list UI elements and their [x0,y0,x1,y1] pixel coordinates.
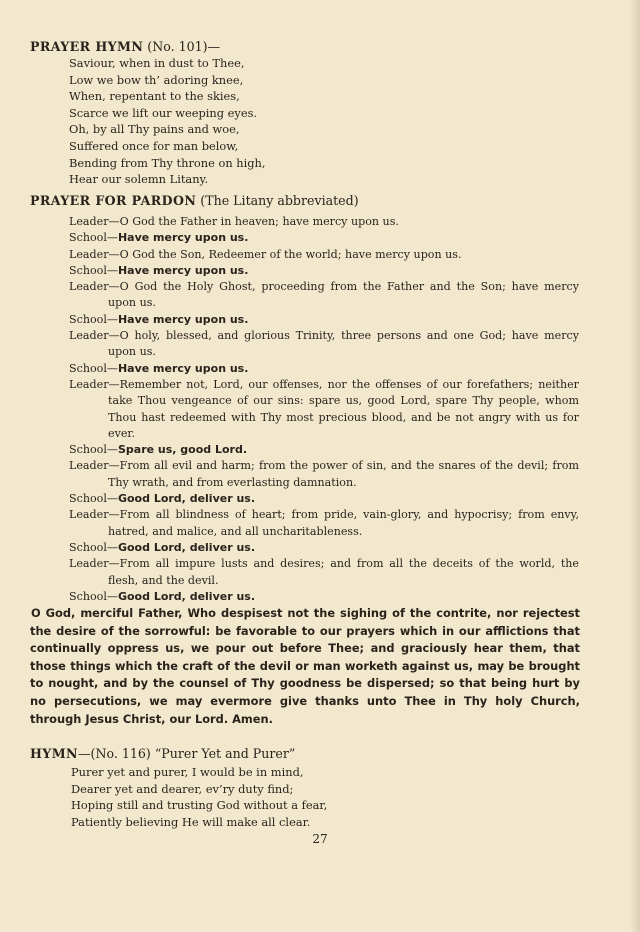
speaker-label: School— [69,312,118,326]
speaker-label: Leader— [69,377,120,391]
litany-text: From all evil and harm; from the power of sin, and the snares of the devil; from Thy wrath, and from everlasting damnation. [108,459,579,489]
speaker-label: Leader— [69,215,120,228]
litany-leader-line [69,458,579,491]
speaker-label: School— [69,540,118,554]
litany-school-response [69,589,579,605]
litany-school-response [69,230,579,246]
hymn-name: “Purer Yet and Purer” [154,746,296,761]
speaker-label: School— [69,231,118,245]
litany-text: O God the Father in heaven; have mercy upon us. [119,215,399,228]
litany-leader-line [69,507,579,540]
collect-prayer [30,605,580,728]
prayer-hymn-title: PRAYER HYMN [30,39,144,54]
verse-line: Scarce we lift our weeping eyes. [69,105,258,120]
verse-line: Hear our solemn Litany. [69,172,209,187]
response-text: Have mercy upon us. [117,231,249,245]
speaker-label: School— [69,263,118,277]
prayer-hymn-ref: (No. 101)— [147,39,221,54]
speaker-label: Leader— [69,459,120,473]
litany-school-response [69,361,579,377]
verse-line: Saviour, when in dust to Thee, [69,56,245,70]
page-number: 27 [312,832,328,846]
prayer-hymn-verse [69,55,266,188]
speaker-label: Leader— [69,329,120,343]
hymn-title: HYMN [30,746,78,761]
litany-school-response [69,540,579,556]
hymn-ref: —(No. 116) [77,746,151,761]
speaker-label: Leader— [69,508,120,522]
hymn-verse [71,764,327,830]
response-text: Have mercy upon us. [117,312,249,326]
litany-leader-line [69,214,579,230]
speaker-label: Leader— [69,247,120,261]
verse-line: Dearer yet and dearer, ev’ry duty find; [71,781,294,796]
prayer-for-pardon-subtitle: (The Litany abbreviated) [200,193,359,208]
litany-text: O holy, blessed, and glorious Trinity, three persons and one God; have mercy upon us. [108,329,579,359]
speaker-label: School— [69,492,118,506]
prayer-for-pardon-title: PRAYER FOR PARDON [30,193,197,208]
speaker-label: School— [69,361,118,375]
hymn-heading [30,746,295,761]
verse-line: Oh, by all Thy pains and woe, [69,122,240,137]
prayer-hymn-heading [30,39,220,54]
speaker-label: Leader— [69,280,120,294]
speaker-label: School— [69,589,118,603]
verse-line: Patiently believing He will make all clear. [71,814,311,829]
litany-school-response [69,263,579,279]
litany-leader-line [69,328,579,361]
litany-leader-line [69,279,579,312]
litany-text: From all impure lusts and desires; and from all the deceits of the world, the flesh, and the devil. [108,557,579,587]
response-text: Good Lord, deliver us. [117,589,256,603]
litany-school-response [69,442,579,458]
verse-line: When, repentant to the skies, [69,89,240,104]
response-text: Good Lord, deliver us. [117,540,256,554]
litany-leader-line [69,556,579,589]
litany-leader-line [69,247,579,263]
litany-text: Remember not, Lord, our offenses, nor the offenses of our forefathers; neither take Thou vengeance of our sins: spare us, good Lord, spare Thy people, whom Thou hast redeemed with Thy most precious blood, and be not angry with us for ever. [108,377,579,440]
collect-amen: Amen. [232,711,273,726]
litany-school-response [69,312,579,328]
verse-line: Suffered once for man below, [69,138,239,153]
litany-leader-line [69,377,579,442]
verse-line: Purer yet and purer, I would be in mind, [71,765,304,779]
litany-text: O God the Son, Redeemer of the world; have mercy upon us. [119,247,462,261]
verse-line: Bending from Thy throne on high, [69,155,266,170]
speaker-label: School— [69,443,118,457]
litany [69,214,579,605]
litany-text: O God the Holy Ghost, proceeding from the Father and the Son; have mercy upon us. [108,280,579,310]
response-text: Have mercy upon us. [117,361,249,375]
response-text: Have mercy upon us. [117,263,249,277]
litany-text: From all blindness of heart; from pride, vain-glory, and hypocrisy; from envy, hatred, and malice, and all uncharitableness. [108,508,579,538]
verse-line: Hoping still and trusting God without a fear, [71,798,328,813]
verse-line: Low we bow th’ adoring knee, [69,72,244,87]
response-text: Good Lord, deliver us. [117,492,256,506]
litany-school-response [69,491,579,507]
speaker-label: Leader— [69,557,120,571]
collect-text: O God, merciful Father, Who despisest not the sighing of the contrite, nor rejectest the desire of the sorrowful: be favorable to our prayers which in our afflictions that continually oppress us, we pour out before Thee; and graciously hear them, that those things which the craft of the devil or man worketh against us, may be brought to nought, and by the counsel of Thy goodness be dispersed; so that being hurt by no persecutions, we may evermore give thanks unto Thee in Thy holy Church, through Jesus Christ, our Lord. [30,606,580,726]
prayer-for-pardon-heading [30,193,359,208]
response-text: Spare us, good Lord. [117,443,248,457]
